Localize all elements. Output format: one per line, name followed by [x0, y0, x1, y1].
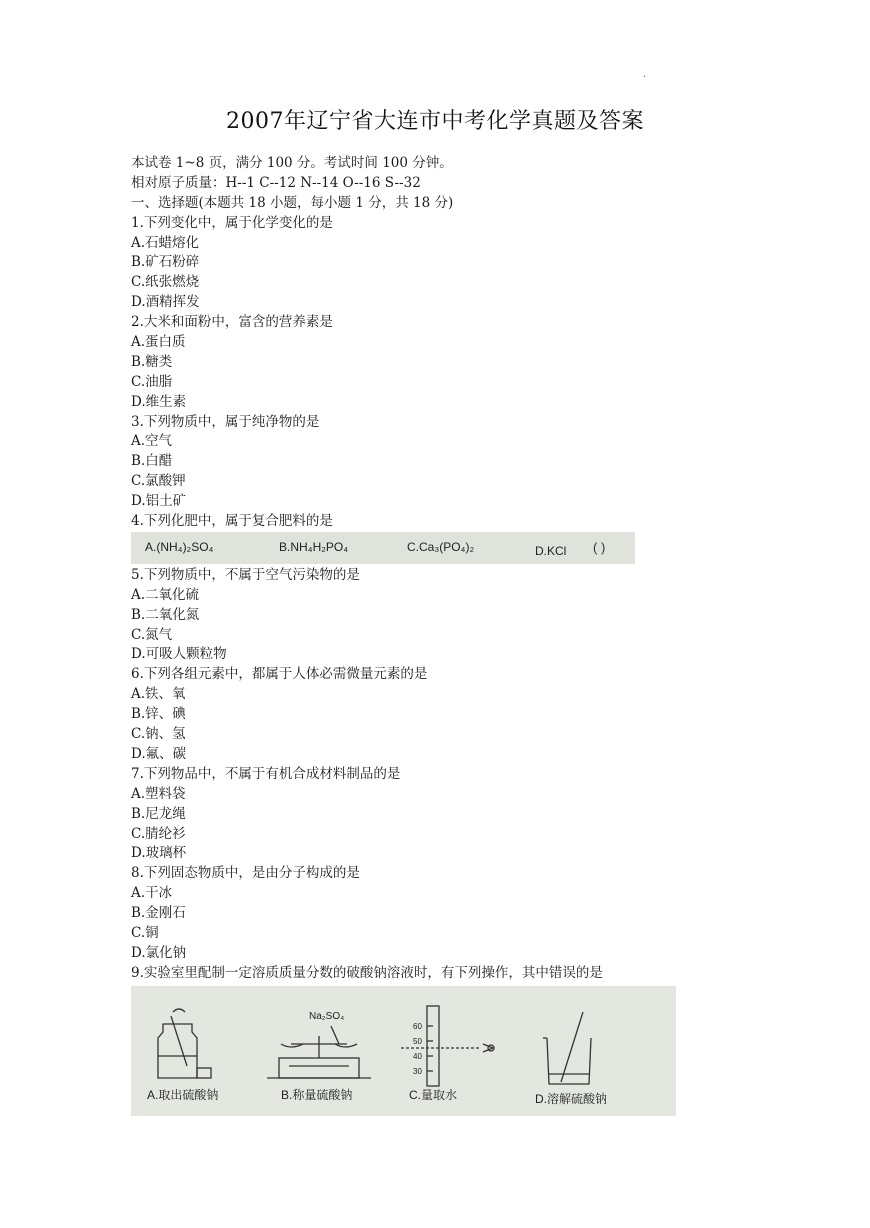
question-stem: 3.下列物质中，属于纯净物的是 — [131, 413, 320, 430]
question-stem: 9.实验室里配制一定溶质质量分数的破酸钠溶液时，有下列操作，其中错误的是 — [131, 964, 603, 981]
question-stem: 1.下列变化中，属于化学变化的是 — [131, 214, 333, 231]
corner-mark: · — [643, 72, 647, 83]
question-option: C.氮气 — [131, 626, 173, 643]
scale-tick-label: 30 — [413, 1066, 422, 1076]
question-stem: 5.下列物质中，不属于空气污染物的是 — [131, 566, 360, 583]
figure-caption-c: C.量取水 — [409, 1087, 458, 1102]
answer-paren: ( ) — [593, 539, 606, 555]
question-stem: 7.下列物品中，不属于有机合成材料制品的是 — [131, 765, 401, 782]
question-option: A.石蜡熔化 — [131, 234, 200, 251]
question-option: A.干冰 — [131, 885, 173, 902]
question-stem: 2.大米和面粉中，富含的营养素是 — [131, 314, 333, 331]
question-option: C.腈纶衫 — [131, 825, 186, 842]
question-stem: 8.下列固态物质中，是由分子构成的是 — [131, 865, 360, 882]
question-option: B.矿石粉碎 — [131, 254, 200, 271]
question-option: B.金刚石 — [131, 905, 186, 922]
question-stem: 4.下列化肥中，属于复合肥料的是 — [131, 513, 333, 530]
scale-tick-label: 50 — [413, 1036, 422, 1046]
question-stem: 6.下列各组元素中，都属于人体必需微量元素的是 — [131, 666, 428, 683]
figure-caption-a: A.取出硫酸钠 — [147, 1087, 219, 1102]
question-option: B.糖类 — [131, 353, 173, 370]
scale-tick-label: 60 — [413, 1021, 422, 1031]
question-option: A.空气 — [131, 433, 173, 450]
question-option: C.氯酸钾 — [131, 473, 186, 490]
section-heading: 一、选择题(本题共 18 小题，每小题 1 分，共 18 分) — [131, 194, 454, 211]
figure-caption-b: B.称量硫酸钠 — [281, 1087, 353, 1102]
question-option: C.钠、氢 — [131, 726, 186, 743]
beaker-icon — [543, 1012, 591, 1084]
reagent-label: Na₂SO₄ — [309, 1010, 345, 1022]
question-option: C.油脂 — [131, 373, 173, 390]
question-option: D.酒精挥发 — [131, 294, 200, 311]
q4-option-a: A.(NH₄)₂SO₄ — [145, 539, 214, 554]
question-option: D.铝土矿 — [131, 493, 187, 510]
question-option: C.铜 — [131, 924, 159, 941]
question-option: D.可吸人颗粒物 — [131, 646, 227, 663]
scale-tick-label: 40 — [413, 1051, 422, 1061]
q4-option-b: B.NH₄H₂PO₄ — [279, 539, 349, 554]
question-option: B.锌、碘 — [131, 706, 186, 723]
balance-icon — [267, 1026, 371, 1078]
question-option: D.维生素 — [131, 393, 187, 410]
figure-caption-d: D.溶解硫酸钠 — [535, 1091, 608, 1106]
question-option: A.二氧化硫 — [131, 586, 200, 603]
question-option: C.纸张燃烧 — [131, 274, 200, 291]
q9-apparatus-figure — [131, 986, 676, 1116]
question-option: D.玻璃杯 — [131, 845, 187, 862]
question-option: A.蛋白质 — [131, 334, 186, 351]
page-title: 2007年辽宁省大连市中考化学真题及答案 — [226, 109, 644, 134]
intro-line: 本试卷 1~8 页，满分 100 分。考试时间 100 分钟。 — [131, 155, 453, 171]
intro-line: 相对原子质量：H--1 C--12 N--14 O--16 S--32 — [131, 174, 421, 191]
question-option: A.塑料袋 — [131, 785, 186, 802]
question-option: A.铁、氧 — [131, 686, 186, 703]
q4-option-d: D.KCl — [535, 543, 567, 558]
question-option: B.二氧化氮 — [131, 606, 200, 623]
question-option: D.氯化钠 — [131, 944, 187, 961]
question-option: D.氟、碳 — [131, 745, 187, 762]
q4-option-c: C.Ca₃(PO₄)₂ — [407, 539, 475, 554]
q4-scanned-options — [131, 532, 635, 564]
question-option: B.白醋 — [131, 453, 173, 470]
question-option: B.尼龙绳 — [131, 805, 186, 822]
reagent-bottle-icon — [158, 1009, 211, 1078]
document-body — [131, 154, 751, 1116]
